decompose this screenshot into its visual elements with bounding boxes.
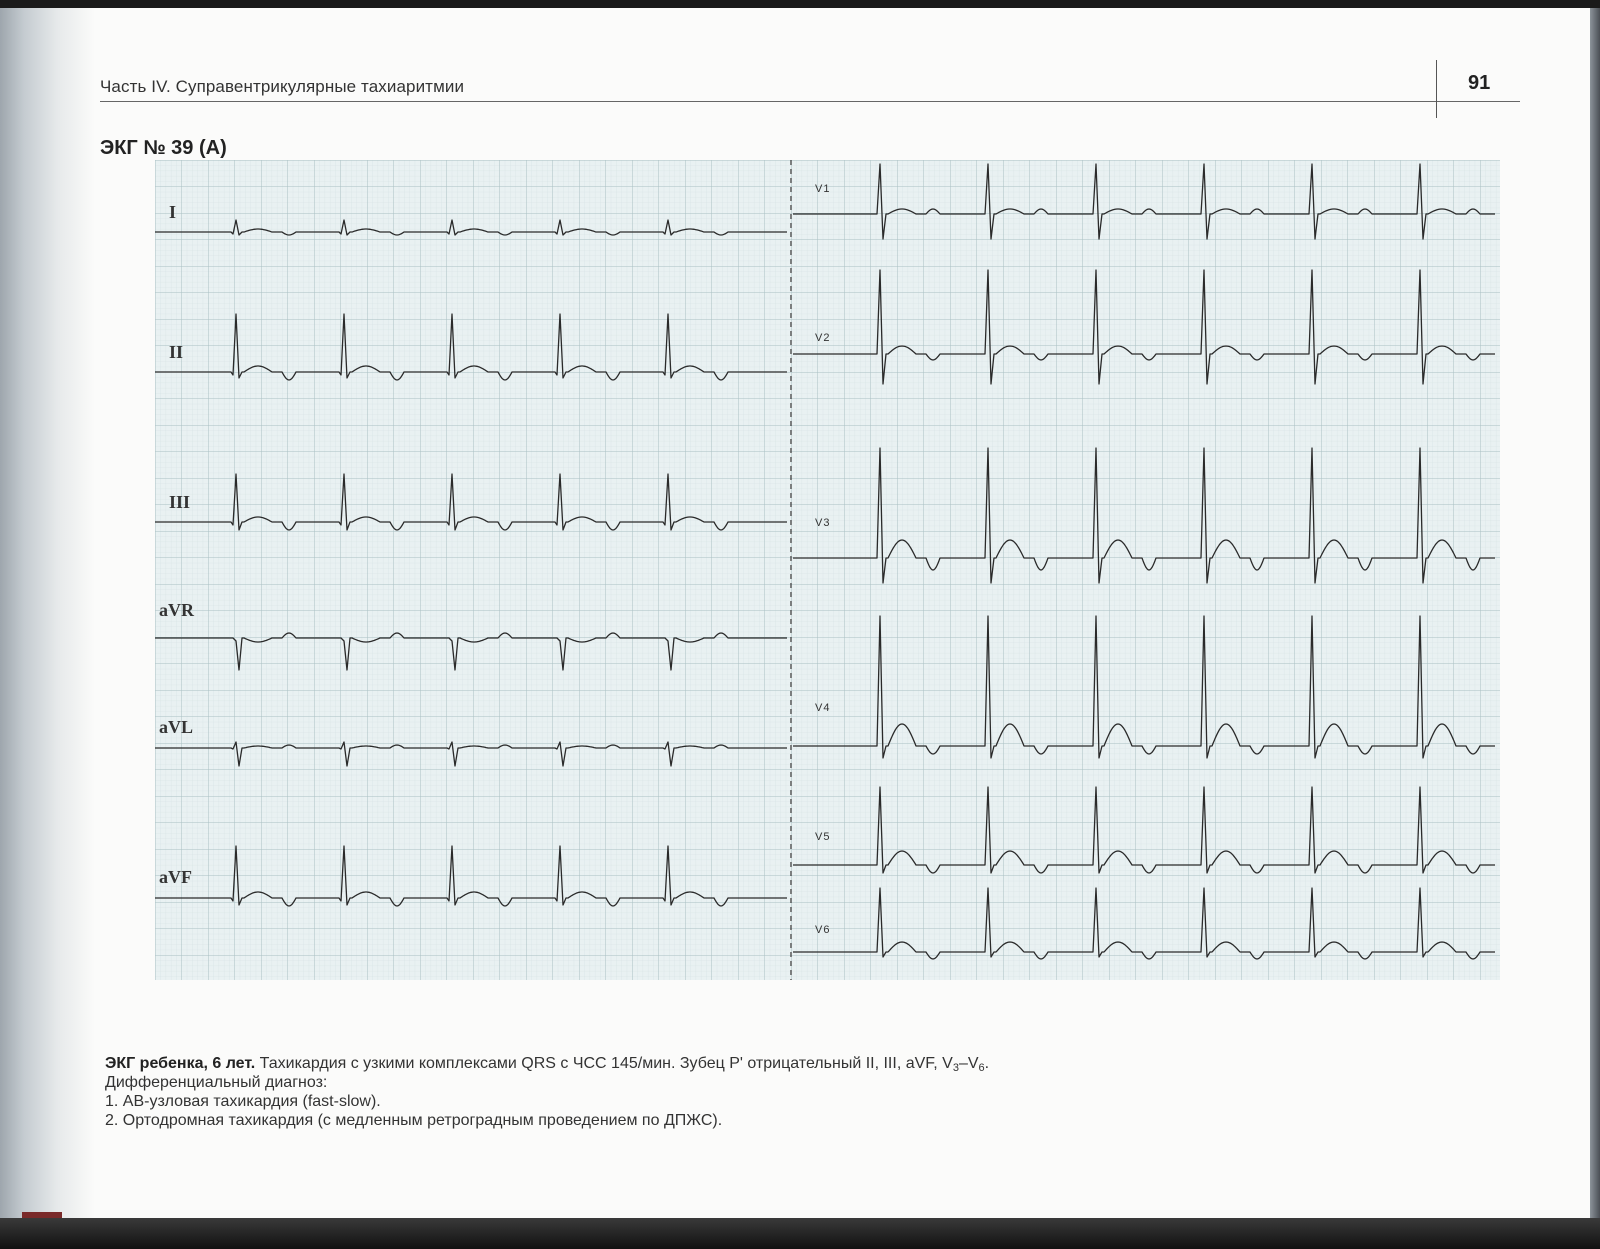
caption-sub-to: 6 — [978, 1062, 985, 1074]
page-edge — [1590, 8, 1600, 1249]
lead-label-V5: V5 — [815, 831, 831, 843]
figure-caption — [105, 1054, 989, 1130]
caption-line-1 — [105, 1054, 989, 1073]
caption-line-3: 1. АВ-узловая тахикардия (fast-slow). — [105, 1093, 381, 1110]
lead-label-V1: V1 — [815, 183, 831, 195]
lead-label-aVF: aVF — [159, 867, 192, 887]
lead-label-V4: V4 — [815, 702, 831, 714]
caption-main-text: Тахикардия с узкими комплексами QRS с ЧСС 145/мин. Зубец P' отрицательный II, III, aVF, V — [255, 1055, 953, 1072]
header-rule — [100, 101, 1520, 102]
lead-label-aVR: aVR — [159, 600, 194, 620]
page-gutter-shadow — [0, 8, 95, 1218]
caption-bold-lead: ЭКГ ребенка, 6 лет. — [105, 1055, 256, 1072]
lead-label-III: III — [169, 492, 191, 512]
lead-label-II: II — [169, 342, 184, 362]
header-vertical-rule — [1436, 60, 1437, 118]
lead-label-V6: V6 — [815, 924, 831, 936]
figure-title: ЭКГ № 39 (А) — [100, 137, 227, 159]
caption-dash: –V — [958, 1055, 979, 1072]
caption-sub-from: 3 — [952, 1062, 959, 1074]
lead-label-aVL: aVL — [159, 717, 194, 737]
grid-lines — [155, 160, 1500, 980]
bottom-shadow — [0, 1218, 1600, 1249]
lead-label-I: I — [169, 202, 177, 222]
page-number: 91 — [1468, 72, 1491, 94]
ecg-figure — [155, 160, 1525, 998]
caption-line-2: Дифференциальный диагноз: — [105, 1074, 328, 1091]
lead-label-V2: V2 — [815, 332, 831, 344]
ecg-grid — [155, 160, 1500, 980]
caption-period: . — [984, 1055, 990, 1072]
lead-label-V3: V3 — [815, 517, 831, 529]
running-title: Часть IV. Суправентрикулярные тахиаритмии — [100, 77, 465, 96]
caption-line-4: 2. Ортодромная тахикардия (с медленным ретроградным проведением по ДПЖС). — [105, 1112, 723, 1129]
